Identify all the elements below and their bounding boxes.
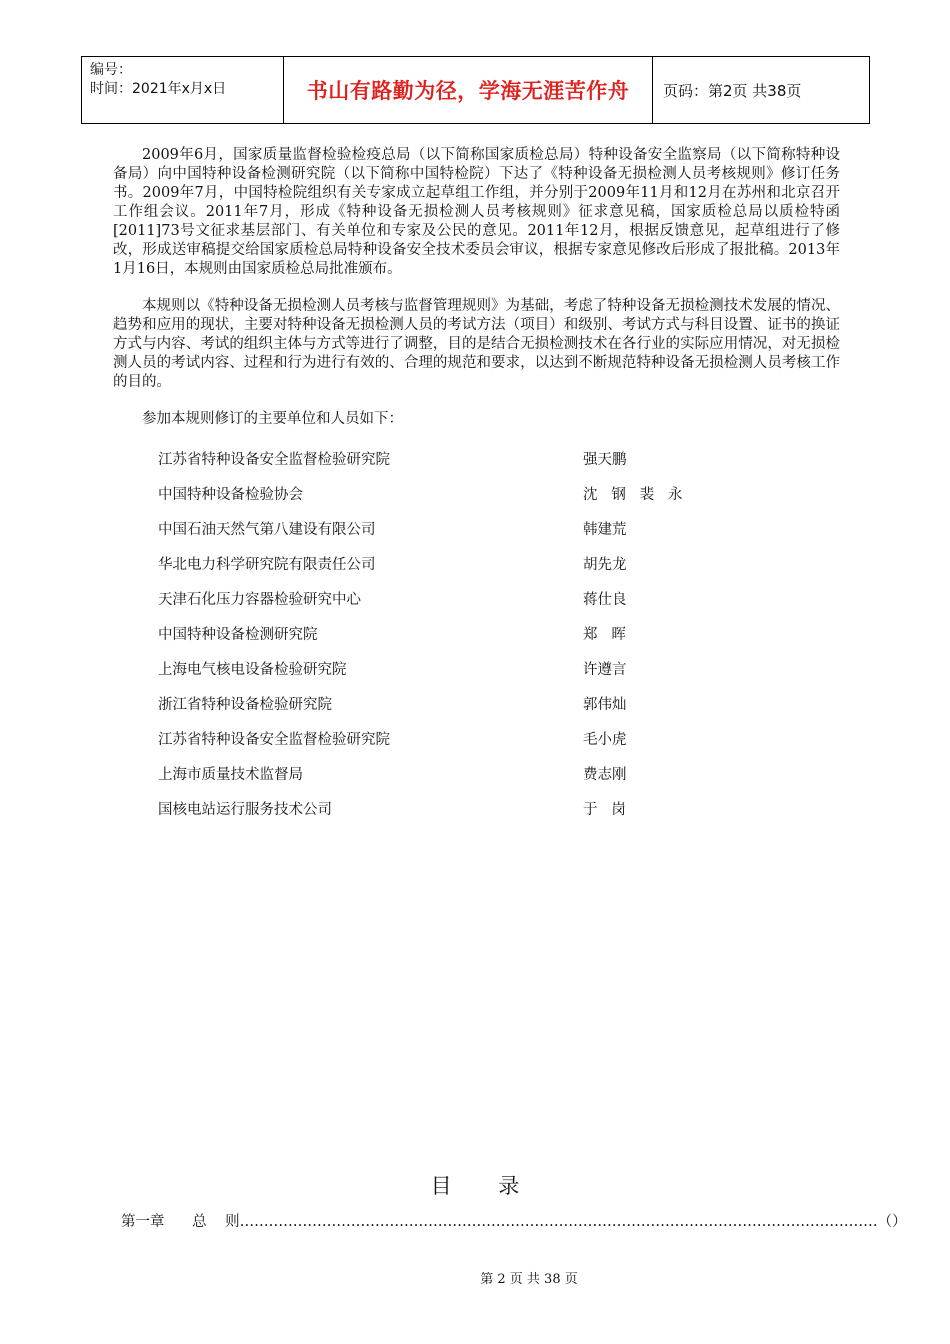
member-person: 费志刚	[583, 767, 627, 783]
member-org: 上海电气核电设备检验研究院	[158, 662, 347, 678]
doc-time-label: 时间：2021年x月x日	[90, 81, 227, 97]
document-body	[113, 146, 840, 828]
member-org: 江苏省特种设备安全监督检验研究院	[158, 732, 390, 748]
member-row	[113, 583, 840, 618]
doc-number-label: 编号：	[90, 62, 132, 78]
members-list	[113, 443, 840, 828]
header-table	[81, 56, 870, 124]
toc-leader-dots: ……………………………………………………………………………………………………………………	[239, 1214, 878, 1230]
member-row	[113, 758, 840, 793]
member-org: 上海市质量技术监督局	[158, 767, 303, 783]
member-person: 沈 钢 裴 永	[583, 487, 683, 503]
header-page-info: 页码：第2页 共38页	[663, 81, 802, 100]
member-row	[113, 618, 840, 653]
toc-chapter: 第一章	[121, 1214, 165, 1230]
header-meta-cell	[82, 57, 284, 123]
members-intro: 参加本规则修订的主要单位和人员如下：	[142, 411, 403, 427]
member-row	[113, 443, 840, 478]
member-org: 中国特种设备检验协会	[158, 487, 303, 503]
member-org: 国核电站运行服务技术公司	[158, 802, 332, 818]
member-org: 江苏省特种设备安全监督检验研究院	[158, 452, 390, 468]
body-paragraph: 本规则以《特种设备无损检测人员考核与监督管理规则》为基础，考虑了特种设备无损检测技术发展的情况、趋势和应用的现状，主要对特种设备无损检测人员的考试方法（项目）和级别、考试方式与科目设置、证书的换证方式与内容、考试的组织主体与方式等进行了调整，目的是结合无损检测技术在各行业的实际应用情况，对无损检测人员的考试内容、过程和行为进行有效的、合理的规范和要求，以达到不断规范特种设备无损检测人员考核工作的目的。	[113, 298, 840, 390]
member-org: 中国特种设备检测研究院	[158, 627, 318, 643]
member-person: 于 岗	[583, 802, 626, 818]
member-row	[113, 688, 840, 723]
member-person: 强天鹏	[583, 452, 627, 468]
member-row	[113, 548, 840, 583]
member-row	[113, 793, 840, 828]
member-person: 蒋仕良	[583, 592, 627, 608]
member-row	[113, 723, 840, 758]
member-org: 浙江省特种设备检验研究院	[158, 697, 332, 713]
member-org: 华北电力科学研究院有限责任公司	[158, 557, 376, 573]
member-person: 毛小虎	[583, 732, 627, 748]
member-person: 胡先龙	[583, 557, 627, 573]
toc-entry[interactable]	[121, 1212, 907, 1232]
body-paragraph: 2009年6月，国家质量监督检验检疫总局（以下简称国家质检总局）特种设备安全监察局（以下简称特种设备局）向中国特种设备检测研究院（以下简称中国特检院）下达了《特种设备无损检测人员考核规则》修订任务书。2009年7月，中国特检院组织有关专家成立起草组工作组，并分别于2009年11月和12月在苏州和北京召开工作组会议。2011年7月，形成《特种设备无损检测人员考核规则》征求意见稿，国家质检总局以质检特函[2011]73号文征求基层部门、有关单位和专家及公民的意见。2011年12月，根据反馈意见，起草组进行了修改，形成送审稿提交给国家质检总局特种设备安全技术委员会审议，根据专家意见修改后形成了报批稿。2013年1月16日，本规则由国家质检总局批准颁布。	[113, 147, 840, 277]
toc-title: 目 录	[430, 1174, 520, 1198]
page-footer: 第 2 页 共 38 页	[480, 1272, 578, 1287]
member-org: 天津石化压力容器检验研究中心	[158, 592, 361, 608]
toc-spacer	[165, 1212, 193, 1232]
member-row	[113, 653, 840, 688]
member-person: 许遵言	[583, 662, 627, 678]
member-row	[113, 478, 840, 513]
toc-chapter-name: 总 则	[192, 1214, 240, 1230]
toc-page: （）	[877, 1214, 907, 1230]
member-person: 郑 晖	[583, 627, 626, 643]
member-person: 郭伟灿	[583, 697, 627, 713]
member-org: 中国石油天然气第八建设有限公司	[158, 522, 376, 538]
member-row	[113, 513, 840, 548]
header-slogan: 书山有路勤为径，学海无涯苦作舟	[284, 57, 653, 123]
member-person: 韩建荒	[583, 522, 627, 538]
